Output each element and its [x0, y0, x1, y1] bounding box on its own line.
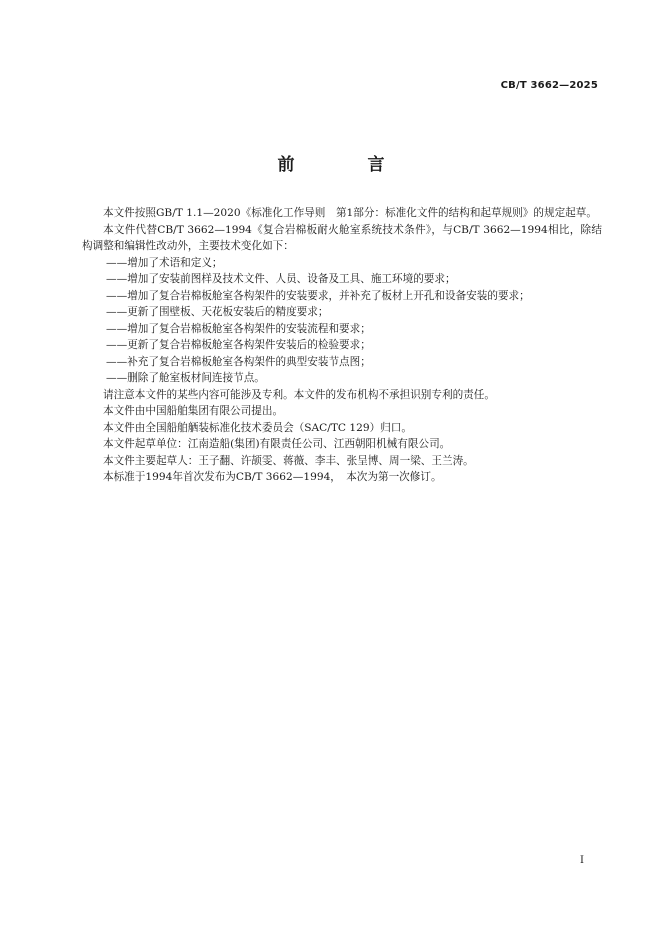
change-list-item: ——更新了围壁板、天花板安装后的精度要求； — [106, 306, 329, 318]
drafters-paragraph: 本文件主要起草人：王子翻、许颉雯、蒋薇、李丰、张呈博、周一梁、王兰涛。 — [103, 454, 474, 467]
standard-code: CB/T 3662—2025 — [500, 80, 598, 91]
page-number: I — [580, 855, 584, 866]
change-list-item: ——更新了复合岩棉板舱室各构架件安装后的检验要求； — [106, 339, 371, 351]
intro-paragraph: 本文件按照GB/T 1.1—2020《标准化工作导则 第1部分：标准化文件的结构和起草规则》的规定起草。 — [103, 207, 597, 219]
history-paragraph: 本标准于1994年首次发布为CB/T 3662—1994， 本次为第一次修订。 — [103, 471, 442, 483]
page-title: 前 言 — [277, 155, 413, 175]
intro-paragraph: 本文件代替CB/T 3662—1994《复合岩棉板耐火舱室系统技术条件》，与CB/T 3662—1994相比，除结构调整和编辑性改动外，主要技术变化如下： — [82, 223, 602, 252]
proposer-paragraph: 本文件由中国船舶集团有限公司提出。 — [103, 405, 284, 417]
change-list — [82, 255, 602, 387]
change-list-item: ——增加了复合岩棉板舱室各构架件的安装流程和要求； — [106, 322, 371, 335]
change-list-item: ——增加了安装前图样及技术文件、人员、设备及工具、施工环境的要求； — [106, 273, 456, 285]
change-list-item: ——增加了术语和定义； — [106, 256, 223, 269]
change-list-item: ——补充了复合岩棉板舱室各构架件的典型安装节点图； — [106, 355, 371, 368]
change-list-item: ——增加了复合岩棉板舱室各构架件的安装要求，并补充了板材上开孔和设备安装的要求； — [106, 289, 530, 302]
committee-paragraph: 本文件由全国船舶舾装标准化技术委员会（SAC/TC 129）归口。 — [103, 421, 412, 434]
change-list-item: ——删除了舱室板材间连接节点。 — [106, 372, 265, 384]
drafting-units-paragraph: 本文件起草单位：江南造船(集团)有限责任公司、江西朝阳机械有限公司。 — [103, 438, 451, 450]
document-body — [82, 205, 602, 486]
patent-notice: 请注意本文件的某些内容可能涉及专利。本文件的发布机构不承担识别专利的责任。 — [103, 388, 495, 401]
